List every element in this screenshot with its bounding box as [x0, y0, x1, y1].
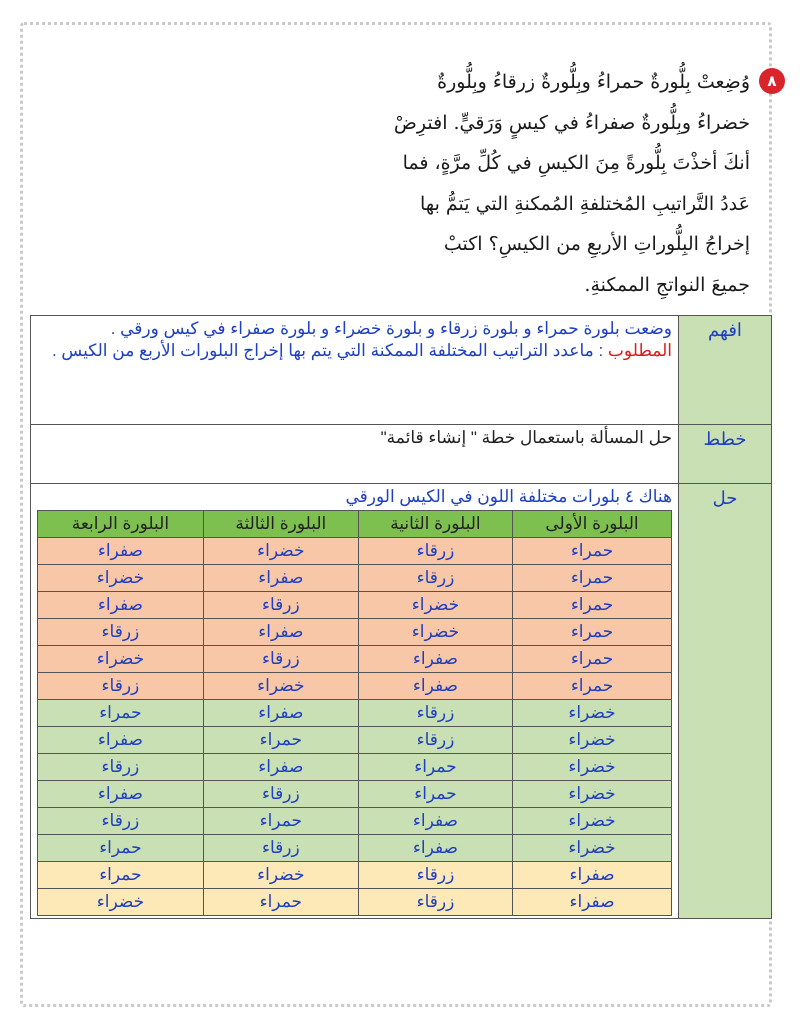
problem-line: أنكَ أخذْتَ بِلُّورةً مِنَ الكيسِ في كُلِّ مرَّةٍ، فما — [402, 152, 750, 174]
solve-intro: هناك ٤ بلورات مختلفة اللون في الكيس الورقي — [345, 487, 672, 506]
table-row — [38, 808, 672, 835]
table-cell: خضراء — [513, 700, 672, 727]
problem-line: وُضِعتْ بِلُّورةٌ حمراءُ وبِلُّورةٌ زرقاءُ وبِلُّورةٌ — [437, 71, 750, 93]
understand-content — [31, 316, 679, 425]
table-cell: صفراء — [203, 754, 358, 781]
table-cell: خضراء — [513, 781, 672, 808]
table-cell: خضراء — [203, 862, 358, 889]
table-cell: صفراء — [203, 565, 358, 592]
table-cell: حمراء — [513, 592, 672, 619]
arrangements-header-row — [38, 511, 672, 538]
solve-label: حل — [679, 484, 772, 919]
problem-statement — [330, 62, 777, 305]
table-cell: خضراء — [513, 808, 672, 835]
table-row — [38, 781, 672, 808]
table-cell: زرقاء — [358, 727, 512, 754]
table-cell: حمراء — [38, 835, 204, 862]
table-row — [38, 673, 672, 700]
understand-required-text: : ماعدد التراتيب المختلفة الممكنة التي يتم بها إخراج البلورات الأربع من الكيس . — [51, 341, 608, 360]
column-header: البلورة الثانية — [358, 511, 512, 538]
column-header: البلورة الرابعة — [38, 511, 204, 538]
table-cell: زرقاء — [358, 700, 512, 727]
table-cell: خضراء — [358, 592, 512, 619]
solution-steps-table — [30, 315, 772, 919]
column-header: البلورة الثالثة — [203, 511, 358, 538]
table-cell: صفراء — [203, 619, 358, 646]
table-cell: خضراء — [38, 565, 204, 592]
table-row — [38, 565, 672, 592]
table-cell: زرقاء — [203, 592, 358, 619]
table-cell: حمراء — [513, 619, 672, 646]
table-cell: صفراء — [358, 673, 512, 700]
table-cell: زرقاء — [38, 808, 204, 835]
table-cell: زرقاء — [203, 835, 358, 862]
table-cell: خضراء — [513, 835, 672, 862]
table-cell: حمراء — [513, 565, 672, 592]
table-cell: صفراء — [38, 538, 204, 565]
table-cell: خضراء — [38, 889, 204, 916]
table-row — [38, 538, 672, 565]
column-header: البلورة الأولى — [513, 511, 672, 538]
plan-content — [31, 425, 679, 484]
understand-given-text: وضعت بلورة حمراء و بلورة زرقاء و بلورة خضراء و بلورة صفراء في كيس ورقي . — [110, 319, 672, 338]
question-number-badge: ٨ — [759, 68, 785, 94]
table-cell: خضراء — [513, 727, 672, 754]
table-cell: زرقاء — [358, 565, 512, 592]
table-cell: صفراء — [358, 835, 512, 862]
table-row — [38, 754, 672, 781]
table-cell: زرقاء — [358, 538, 512, 565]
table-cell: حمراء — [513, 538, 672, 565]
table-cell: صفراء — [358, 646, 512, 673]
table-cell: خضراء — [358, 619, 512, 646]
table-cell: حمراء — [203, 727, 358, 754]
problem-line: عَددُ التَّراتيبِ المُختلفةِ المُمكنةِ التي يَتمُّ بها — [420, 192, 750, 215]
understand-label: افهم — [679, 316, 772, 425]
table-row — [38, 700, 672, 727]
plan-text: حل المسألة باستعمال خطة " إنشاء قائمة" — [380, 428, 672, 447]
problem-line: خضراءُ وبِلُّورةٌ صفراءُ في كيسٍ وَرَقيٍّ. افترِضْ — [393, 111, 750, 134]
table-cell: صفراء — [38, 781, 204, 808]
problem-line: إخراجُ البِلُّوراتِ الأربعِ من الكيسِ؟ اكتبْ — [443, 233, 750, 255]
problem-line: جميعَ النواتجِ الممكنةِ. — [584, 273, 750, 296]
table-cell: زرقاء — [203, 646, 358, 673]
table-cell: صفراء — [38, 592, 204, 619]
understand-row — [31, 316, 772, 425]
table-row — [38, 592, 672, 619]
table-cell: حمراء — [358, 781, 512, 808]
table-cell: صفراء — [358, 808, 512, 835]
table-cell: زرقاء — [203, 781, 358, 808]
table-cell: حمراء — [203, 808, 358, 835]
table-row — [38, 862, 672, 889]
table-cell: حمراء — [513, 646, 672, 673]
required-label: المطلوب — [607, 341, 672, 360]
table-cell: صفراء — [513, 862, 672, 889]
table-cell: حمراء — [358, 754, 512, 781]
plan-label: خطط — [679, 425, 772, 484]
table-row — [38, 835, 672, 862]
arrangements-table — [37, 510, 672, 916]
solve-row — [31, 484, 772, 919]
table-cell: زرقاء — [38, 673, 204, 700]
plan-row — [31, 425, 772, 484]
table-cell: خضراء — [38, 646, 204, 673]
table-row — [38, 619, 672, 646]
table-cell: صفراء — [513, 889, 672, 916]
table-cell: زرقاء — [38, 619, 204, 646]
table-cell: صفراء — [38, 727, 204, 754]
table-cell: زرقاء — [358, 889, 512, 916]
solve-content — [31, 484, 679, 919]
table-cell: خضراء — [203, 538, 358, 565]
table-cell: زرقاء — [358, 862, 512, 889]
table-cell: خضراء — [513, 754, 672, 781]
table-row — [38, 889, 672, 916]
table-cell: حمراء — [203, 889, 358, 916]
table-row — [38, 646, 672, 673]
table-cell: حمراء — [513, 673, 672, 700]
table-cell: زرقاء — [38, 754, 204, 781]
table-cell: حمراء — [38, 700, 204, 727]
table-cell: صفراء — [203, 700, 358, 727]
table-cell: حمراء — [38, 862, 204, 889]
table-cell: خضراء — [203, 673, 358, 700]
table-row — [38, 727, 672, 754]
